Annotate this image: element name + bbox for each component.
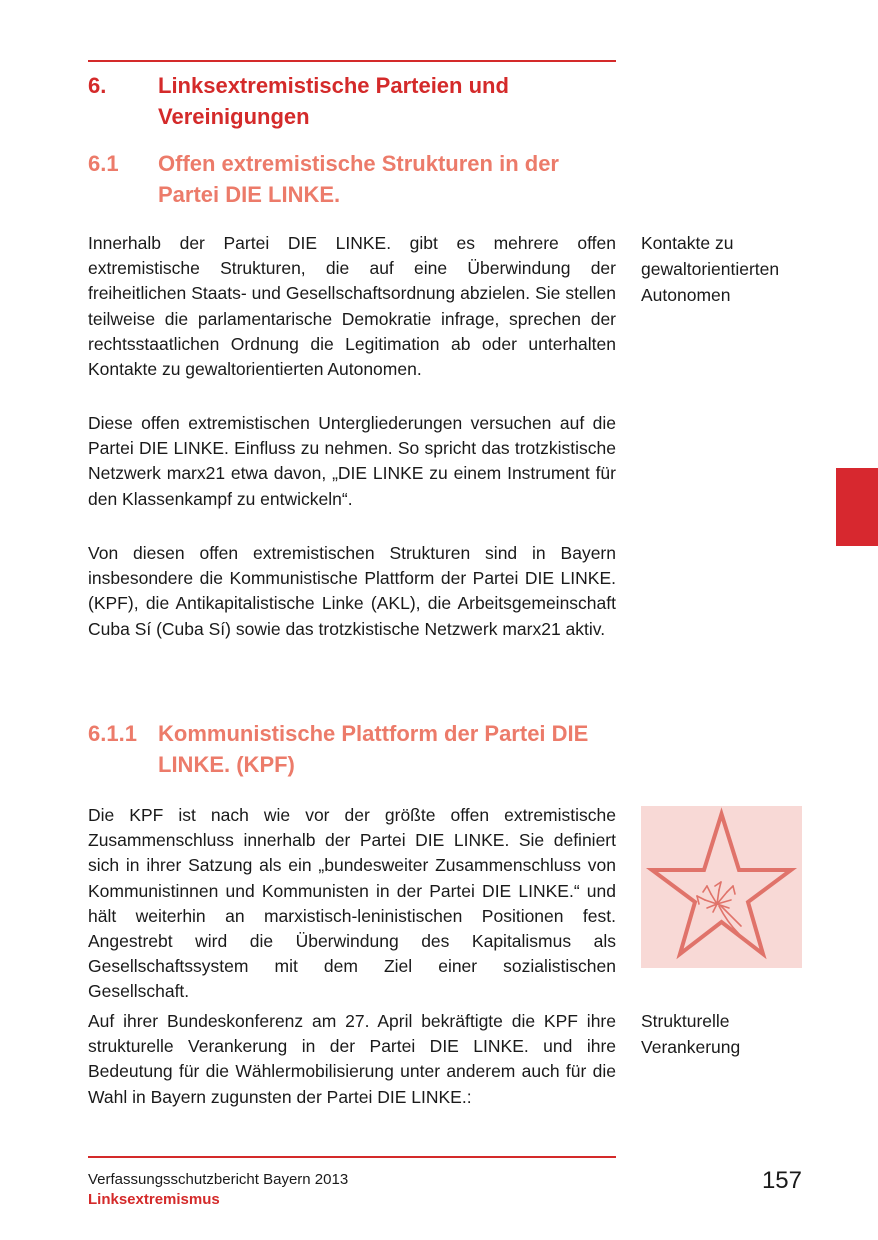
heading-title: Kommunistische Plattform der Partei DIE LINKE. (KPF) (158, 721, 589, 777)
paragraph-kpf: Die KPF ist nach wie vor der größte offen extremistische Zusammenschluss innerhalb der Partei DIE LINKE. Sie definiert sich in ihrer Satzung als ein „bundesweiter Zusammenschluss von Kommunistinnen und Kommunisten in der Partei DIE LINKE.“ und hält weiterhin an marxistisch-leninistischen Positionen fest. Angestrebt wird die Überwindung des Kapitalismus als Gesellschaftssystem mit dem Ziel einer sozialistischen Gesellschaft. (88, 805, 616, 1002)
page-number: 157 (761, 1167, 802, 1194)
margin-note-line: Kontakte zu (641, 233, 734, 253)
top-rule (88, 60, 616, 62)
heading-number: 6. (88, 73, 107, 98)
star-carnation-icon (641, 806, 802, 968)
paragraph-influence: Diese offen extremistischen Untergliederungen versuchen auf die Partei DIE LINKE. Einfluss zu nehmen. So spricht das trotzkistische Netzwerk marx21 etwa davon, „DIE LINKE zu einem Instrument für den Klassenkampf zu entwickeln“. (88, 413, 616, 509)
margin-note-contacts (641, 230, 811, 308)
footer-section: Linksextremismus (88, 1191, 220, 1208)
paragraph-conference: Auf ihrer Bundeskonferenz am 27. April bekräftigte die KPF ihre strukturelle Verankerung in der Partei DIE LINKE. und ihre Bedeutung für die Wählermobilisierung unter anderem auch für die Wahl in Bayern zugunsten der Partei DIE LINKE.: (88, 1011, 616, 1107)
paragraph-intro: Innerhalb der Partei DIE LINKE. gibt es mehrere offen extremistische Strukturen, die auf eine Überwindung der freiheitlichen Staats- und Gesellschaftsordnung abzielen. Sie stellen teilweise die parlamentarische Demokratie infrage, sprechen der rechtsstaatlichen Ordnung die Legitimation ab oder unterhalten Kontakte zu gewaltorientierten Autonomen. (88, 233, 616, 380)
kpf-logo (641, 806, 802, 968)
margin-note-anchoring (641, 1008, 811, 1060)
heading-number: 6.1 (88, 151, 119, 176)
chapter-tab (836, 468, 878, 546)
heading-number: 6.1.1 (88, 721, 137, 746)
margin-note-line: Strukturelle (641, 1011, 730, 1031)
heading-title: Linksextremistische Parteien und Vereinigungen (158, 73, 509, 129)
footer-rule (88, 1156, 616, 1158)
footer-title: Verfassungsschutzbericht Bayern 2013 (88, 1171, 349, 1188)
heading-title: Offen extremistische Strukturen in der Partei DIE LINKE. (158, 151, 559, 207)
margin-note-line: Autonomen (641, 285, 731, 305)
paragraph-bavaria-structures: Von diesen offen extremistischen Strukturen sind in Bayern insbesondere die Kommunistische Plattform der Partei DIE LINKE. (KPF), die Antikapitalistische Linke (AKL), die Arbeitsgemeinschaft Cuba Sí (Cuba Sí) sowie das trotzkistische Netzwerk marx21 aktiv. (88, 543, 616, 639)
margin-note-line: gewaltorientierten (641, 259, 780, 279)
margin-note-line: Verankerung (641, 1037, 741, 1057)
